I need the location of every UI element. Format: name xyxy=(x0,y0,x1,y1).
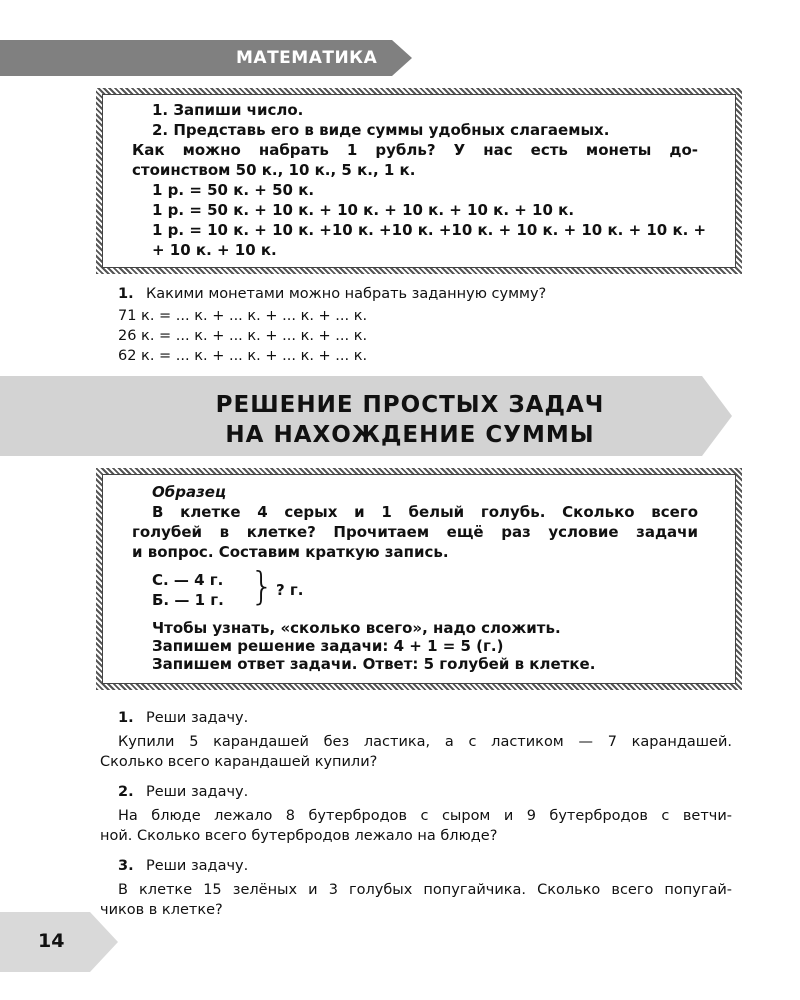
rules-line: 1 р. = 50 к. + 50 к. xyxy=(152,181,315,199)
rules-line: + 10 к. + 10 к. xyxy=(152,241,277,259)
rules-line: стоинством 50 к., 10 к., 5 к., 1 к. xyxy=(132,161,416,179)
task-label: Реши задачу. xyxy=(146,784,249,800)
task-number: 1. xyxy=(118,710,134,726)
task-label: Реши задачу. xyxy=(146,710,249,726)
header-title: МАТЕМАТИКА xyxy=(236,48,378,68)
sample-after-line: Чтобы узнать, «сколько всего», надо сложить. xyxy=(152,619,561,637)
exercise-text: Какими монетами можно набрать заданную сумму? xyxy=(146,286,547,302)
rules-line: 1 р. = 50 к. + 10 к. + 10 к. + 10 к. + 10 к. + 10 к. xyxy=(152,201,575,219)
rules-line: 2. Представь его в виде суммы удобных слагаемых. xyxy=(152,121,610,139)
short-record-1: С. — 4 г. xyxy=(152,571,224,589)
sample-line: В клетке 4 серых и 1 белый голубь. Сколько всего xyxy=(152,503,698,521)
short-record-question: ? г. xyxy=(276,581,304,599)
task-label: Реши задачу. xyxy=(146,858,249,874)
section-title-line2: НА НАХОЖДЕНИЕ СУММЫ xyxy=(225,422,595,448)
rules-line: 1 р. = 10 к. + 10 к. +10 к. +10 к. +10 к. + 10 к. + 10 к. + 10 к. + xyxy=(152,221,707,239)
sample-label: Образец xyxy=(152,483,227,501)
task-text: На блюде лежало 8 бутербродов с сыром и 9 бутербродов с ветчи- xyxy=(118,808,732,824)
brace-icon: } xyxy=(250,564,275,608)
task-text: Сколько всего карандашей купили? xyxy=(100,754,378,770)
section-title-line1: РЕШЕНИЕ ПРОСТЫХ ЗАДАЧ xyxy=(215,392,605,418)
task-text: ной. Сколько всего бутербродов лежало на блюде? xyxy=(100,828,498,844)
coin-row: 62 к. = ... к. + ... к. + ... к. + ... к. xyxy=(118,348,368,364)
sample-after-line: Запишем ответ задачи. Ответ: 5 голубей в клетке. xyxy=(152,655,596,673)
page-number: 14 xyxy=(38,930,65,952)
rules-line: 1. Запиши число. xyxy=(152,101,304,119)
rules-line: Как можно набрать 1 рубль? У нас есть монеты до- xyxy=(132,141,698,159)
sample-after-line: Запишем решение задачи: 4 + 1 = 5 (г.) xyxy=(152,637,504,655)
sample-line: голубей в клетке? Прочитаем ещё раз условие задачи xyxy=(132,523,698,541)
task-number: 2. xyxy=(118,784,134,800)
task-text: чиков в клетке? xyxy=(100,902,223,918)
sample-line: и вопрос. Составим краткую запись. xyxy=(132,543,449,561)
task-number: 3. xyxy=(118,858,134,874)
coin-row: 26 к. = ... к. + ... к. + ... к. + ... к. xyxy=(118,328,368,344)
coin-row: 71 к. = ... к. + ... к. + ... к. + ... к. xyxy=(118,308,368,324)
task-text: Купили 5 карандашей без ластика, а с ластиком — 7 карандашей. xyxy=(118,734,732,750)
short-record-2: Б. — 1 г. xyxy=(152,591,224,609)
exercise-number: 1. xyxy=(118,286,134,302)
task-text: В клетке 15 зелёных и 3 голубых попугайчика. Сколько всего попугай- xyxy=(118,882,732,898)
